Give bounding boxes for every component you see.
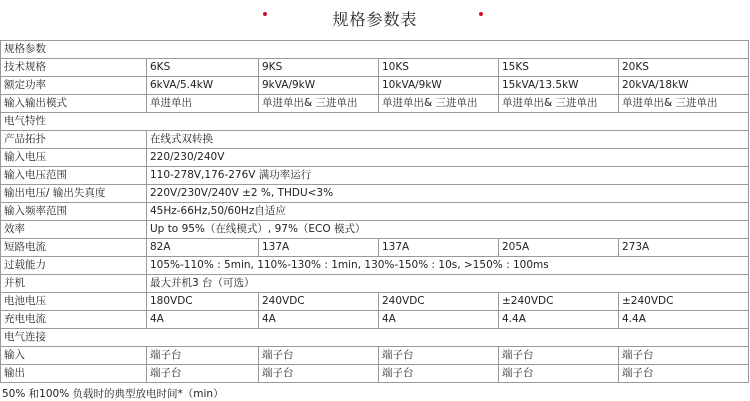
- table-cell: 180VDC: [147, 293, 259, 311]
- table-cell: 端子台: [619, 347, 749, 365]
- table-cell-merged: 220V/230V/240V ±2 %, THDU<3%: [147, 185, 749, 203]
- table-row: [1, 257, 749, 275]
- table-row: [1, 95, 749, 113]
- row-label: 输入输出模式: [1, 95, 147, 113]
- table-cell: 82A: [147, 239, 259, 257]
- page-title: 规格参数表: [332, 10, 418, 29]
- table-row: [1, 293, 749, 311]
- section-title: 电气连接: [1, 329, 749, 347]
- table-cell: 端子台: [259, 347, 379, 365]
- row-label: 输入频率范围: [1, 203, 147, 221]
- table-cell: 15KS: [499, 59, 619, 77]
- table-cell: 单进单出: [147, 95, 259, 113]
- table-cell: 4A: [259, 311, 379, 329]
- table-cell-merged: 最大并机3 台（可选）: [147, 275, 749, 293]
- row-label: 输入: [1, 347, 147, 365]
- table-cell: 20KS: [619, 59, 749, 77]
- spec-table-body: [1, 41, 749, 383]
- table-row: [1, 311, 749, 329]
- table-cell: 9kVA/9kW: [259, 77, 379, 95]
- page-header: [0, 0, 750, 34]
- table-row: [1, 221, 749, 239]
- table-cell: 单进单出& 三进单出: [259, 95, 379, 113]
- row-label: 过载能力: [1, 257, 147, 275]
- table-row: [1, 59, 749, 77]
- table-cell: 端子台: [147, 365, 259, 383]
- row-label: 产品拓扑: [1, 131, 147, 149]
- section-header-row: [1, 329, 749, 347]
- table-cell: 单进单出& 三进单出: [379, 95, 499, 113]
- table-cell: 10KS: [379, 59, 499, 77]
- table-row: [1, 239, 749, 257]
- table-cell: ±240VDC: [619, 293, 749, 311]
- section-header-row: [1, 41, 749, 59]
- table-cell: 单进单出& 三进单出: [499, 95, 619, 113]
- row-label: 额定功率: [1, 77, 147, 95]
- row-label: 电池电压: [1, 293, 147, 311]
- table-cell: 4A: [379, 311, 499, 329]
- table-cell: 20kVA/18kW: [619, 77, 749, 95]
- table-cell: 137A: [259, 239, 379, 257]
- table-cell-merged: Up to 95%（在线模式）, 97%（ECO 模式）: [147, 221, 749, 239]
- row-label: 输入电压范围: [1, 167, 147, 185]
- table-cell: 205A: [499, 239, 619, 257]
- row-label: 充电电流: [1, 311, 147, 329]
- spec-table: [0, 40, 749, 383]
- row-label: 短路电流: [1, 239, 147, 257]
- table-row: [1, 167, 749, 185]
- table-cell-merged: 45Hz-66Hz,50/60Hz自适应: [147, 203, 749, 221]
- table-row: [1, 149, 749, 167]
- table-cell: 137A: [379, 239, 499, 257]
- table-row: [1, 347, 749, 365]
- table-cell: 240VDC: [259, 293, 379, 311]
- table-cell: ±240VDC: [499, 293, 619, 311]
- row-label: 技术规格: [1, 59, 147, 77]
- table-row: [1, 203, 749, 221]
- table-cell: 端子台: [619, 365, 749, 383]
- section-title: 电气特性: [1, 113, 749, 131]
- table-row: [1, 365, 749, 383]
- table-cell-merged: 220/230/240V: [147, 149, 749, 167]
- table-cell: 6kVA/5.4kW: [147, 77, 259, 95]
- table-row: [1, 77, 749, 95]
- section-title: 规格参数: [1, 41, 749, 59]
- table-cell: 15kVA/13.5kW: [499, 77, 619, 95]
- table-cell-merged: 110-278V,176-276V 满功率运行: [147, 167, 749, 185]
- table-row: [1, 185, 749, 203]
- table-cell: 端子台: [379, 365, 499, 383]
- section-header-row: [1, 113, 749, 131]
- table-cell: 端子台: [499, 365, 619, 383]
- table-cell: 4.4A: [499, 311, 619, 329]
- table-cell: 9KS: [259, 59, 379, 77]
- table-row: [1, 275, 749, 293]
- footnote: 50% 和100% 负载时的典型放电时间*（min）: [2, 388, 224, 400]
- table-cell-merged: 105%-110% : 5min, 110%-130% : 1min, 130%-150% : 10s, >150% : 100ms: [147, 257, 749, 275]
- row-label: 输出电压/ 输出失真度: [1, 185, 147, 203]
- row-label: 输出: [1, 365, 147, 383]
- table-cell: 4.4A: [619, 311, 749, 329]
- row-label: 输入电压: [1, 149, 147, 167]
- row-label: 并机: [1, 275, 147, 293]
- table-cell: 10kVA/9kW: [379, 77, 499, 95]
- table-cell: 4A: [147, 311, 259, 329]
- table-cell: 端子台: [259, 365, 379, 383]
- table-cell: 273A: [619, 239, 749, 257]
- table-cell-merged: 在线式双转换: [147, 131, 749, 149]
- table-row: [1, 131, 749, 149]
- table-cell: 6KS: [147, 59, 259, 77]
- table-cell: 端子台: [147, 347, 259, 365]
- row-label: 效率: [1, 221, 147, 239]
- table-cell: 端子台: [379, 347, 499, 365]
- table-cell: 240VDC: [379, 293, 499, 311]
- red-dot-icon: [479, 12, 483, 16]
- table-cell: 单进单出& 三进单出: [619, 95, 749, 113]
- table-cell: 端子台: [499, 347, 619, 365]
